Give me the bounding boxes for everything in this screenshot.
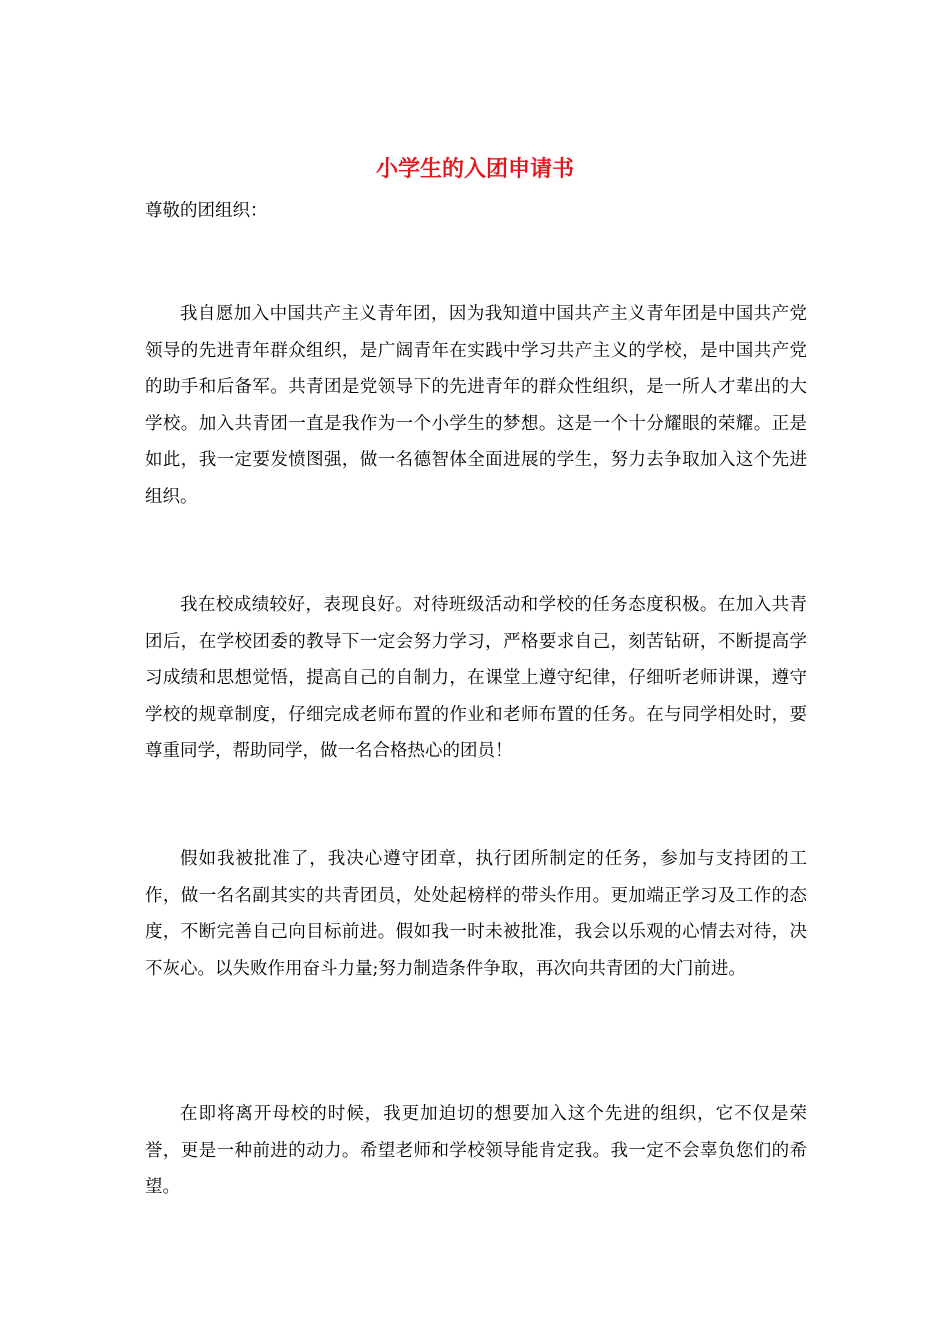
paragraph-2: 我在校成绩较好，表现良好。对待班级活动和学校的任务态度积极。在加入共青团后，在学校团委的教导下一定会努力学习，严格要求自己，刻苦钻研，不断提高学习成绩和思想觉悟，提高自己的自制力，在课堂上遵守纪律，仔细听老师讲课，遵守学校的规章制度，仔细完成老师布置的作业和老师布置的任务。在与同学相处时，要尊重同学，帮助同学，做一名合格热心的团员！ <box>145 595 807 761</box>
paragraph-4: 在即将离开母校的时候，我更加迫切的想要加入这个先进的组织，它不仅是荣誉，更是一种前进的动力。希望老师和学校领导能肯定我。我一定不会辜负您们的希望。 <box>145 1104 807 1197</box>
paragraph-3: 假如我被批准了，我决心遵守团章，执行团所制定的任务，参加与支持团的工作，做一名名副其实的共青团员，处处起榜样的带头作用。更加端正学习及工作的态度，不断完善自己向目标前进。假如我一时未被批准，我会以乐观的心情去对待，决不灰心。以失败作用奋斗力量;努力制造条件争取，再次向共青团的大门前进。 <box>145 849 807 979</box>
document-title: 小学生的入团申请书 <box>375 156 574 182</box>
paragraph-1: 我自愿加入中国共产主义青年团，因为我知道中国共产主义青年团是中国共产党领导的先进青年群众组织，是广阔青年在实践中学习共产主义的学校，是中国共产党的助手和后备军。共青团是党领导下的先进青年的群众性组织，是一所人才辈出的大学校。加入共青团一直是我作为一个小学生的梦想。这是一个十分耀眼的荣耀。正是如此，我一定要发愤图强，做一名德智体全面进展的学生，努力去争取加入这个先进组织。 <box>145 304 807 507</box>
greeting: 尊敬的团组织： <box>145 201 268 221</box>
